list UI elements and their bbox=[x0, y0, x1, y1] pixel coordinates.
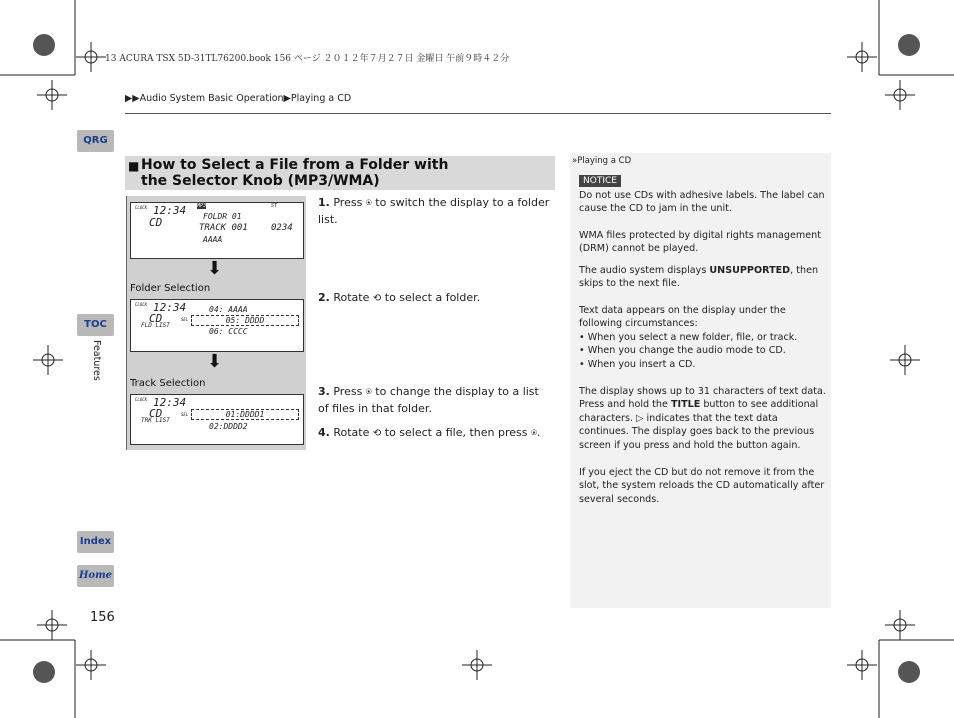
heading-line-1: How to Select a File from a Folder with bbox=[141, 157, 449, 173]
step-text: to select a file, then press bbox=[384, 426, 528, 439]
clock-label: CLOCK bbox=[135, 302, 148, 307]
step-text: to select a folder. bbox=[384, 291, 481, 304]
unsupported-keyword: UNSUPPORTED bbox=[709, 265, 791, 276]
note-text: button to see additional characters. bbox=[579, 399, 819, 424]
note-text: , then skips to the next file. bbox=[579, 265, 819, 290]
knob-press-icon: ⍟ bbox=[365, 198, 372, 209]
down-arrow-icon: ⬇ bbox=[207, 258, 223, 279]
sidebar-ref bbox=[572, 155, 820, 168]
mode-label: FLD LIST bbox=[141, 322, 170, 329]
drm-note: WMA files protected by digital rights management (DRM) cannot be played. bbox=[579, 230, 822, 255]
sidebar-ref-text[interactable]: Playing a CD bbox=[577, 156, 632, 166]
stereo-indicator: ST bbox=[271, 203, 278, 209]
clock-time: 12:34 bbox=[153, 301, 187, 314]
step-1 bbox=[318, 195, 558, 228]
step-3 bbox=[318, 384, 548, 417]
display-chars-note bbox=[579, 385, 827, 452]
step-text: Press bbox=[333, 385, 363, 398]
step-number: 4. bbox=[318, 426, 330, 439]
source-label: CD bbox=[149, 407, 163, 420]
knob-rotate-icon: ⟲ bbox=[372, 428, 382, 439]
step-text: Press bbox=[333, 196, 363, 209]
step-2 bbox=[318, 290, 558, 307]
print-header: 13 ACURA TSX 5D-31TL76200.book 156 ページ ２０１２年７月２７日 金曜日 午前９時４２分 bbox=[105, 54, 510, 64]
folder-selection-label: Folder Selection bbox=[130, 283, 211, 294]
folder-item: 06: CCCC bbox=[209, 327, 248, 336]
folder-item-selected: 05: DDDD bbox=[191, 315, 299, 326]
qrg-tab[interactable]: QRG bbox=[77, 130, 114, 152]
step-number: 3. bbox=[318, 385, 330, 398]
knob-press-icon: ⍟ bbox=[530, 428, 537, 439]
bullet-text: When you change the audio mode to CD. bbox=[587, 345, 786, 356]
index-tab[interactable]: Index bbox=[77, 531, 114, 553]
track-line: TRACK 001 bbox=[199, 223, 248, 233]
lcd-screen-playing bbox=[130, 202, 304, 259]
clock-time: 12:34 bbox=[153, 204, 187, 217]
display-figure bbox=[126, 196, 306, 450]
selector-knob-icon: SEL bbox=[181, 317, 189, 322]
down-arrow-icon: ⬇ bbox=[207, 351, 223, 372]
breadcrumb-arrows-icon: ▶▶ bbox=[125, 93, 140, 104]
knob-rotate-icon: ⟲ bbox=[372, 293, 382, 304]
bullet-item: • When you insert a CD. bbox=[579, 359, 696, 370]
step-4 bbox=[318, 425, 558, 442]
folder-line: FOLDR 01 bbox=[203, 212, 242, 221]
lcd-screen-folder-list bbox=[130, 299, 304, 352]
reference-icon: » bbox=[572, 156, 578, 166]
text-data-note: Text data appears on the display under the following circumstances: bbox=[579, 305, 786, 330]
section-heading bbox=[125, 156, 555, 190]
selector-knob-icon: SEL bbox=[181, 412, 189, 417]
breadcrumb-audio-system-link[interactable]: Audio System Basic Operation bbox=[139, 93, 284, 104]
bullet-item: • When you select a new folder, file, or track. bbox=[579, 332, 798, 343]
step-text: . bbox=[536, 426, 541, 439]
step-text: Rotate bbox=[333, 291, 370, 304]
clock-time: 12:34 bbox=[153, 396, 187, 409]
track-item: 02:DDDD2 bbox=[209, 422, 248, 431]
notice-badge: NOTICE bbox=[579, 175, 621, 187]
eject-note: If you eject the CD but do not remove it from the slot, the system reloads the CD automatically after several seconds. bbox=[579, 467, 825, 505]
page-number: 156 bbox=[90, 610, 115, 625]
folder-item: 04: AAAA bbox=[209, 305, 248, 314]
heading-marker-icon: ■ bbox=[128, 159, 140, 173]
bullet-text: When you select a new folder, file, or track. bbox=[587, 332, 798, 343]
continue-triangle-icon: ▷ bbox=[636, 412, 644, 424]
section-label: Features bbox=[91, 340, 102, 381]
time-counter: 0234 bbox=[271, 223, 293, 233]
title-line: AAAA bbox=[203, 235, 223, 244]
unsupported-note bbox=[579, 264, 827, 291]
source-label: CD bbox=[149, 216, 163, 229]
note-text: The audio system displays bbox=[579, 265, 710, 276]
sidebar-notes bbox=[570, 153, 831, 608]
mode-label: TRK LIST bbox=[141, 417, 170, 424]
toc-tab[interactable]: TOC bbox=[77, 314, 114, 336]
mp3-indicator: MP3 bbox=[197, 203, 207, 209]
track-selection-label: Track Selection bbox=[130, 378, 206, 389]
step-text: Rotate bbox=[333, 426, 370, 439]
heading-line-2: the Selector Knob (MP3/WMA) bbox=[141, 173, 380, 189]
note-text: indicates that the text data continues. The display goes back to the previous screen if you press and hold the button again. bbox=[579, 412, 815, 451]
step-text: to change the display to a list of files in that folder. bbox=[318, 385, 539, 415]
source-label: CD bbox=[149, 312, 163, 325]
title-keyword: TITLE bbox=[670, 399, 701, 411]
breadcrumb bbox=[125, 93, 351, 104]
header-divider bbox=[125, 113, 831, 114]
breadcrumb-playing-cd[interactable]: Playing a CD bbox=[290, 93, 352, 104]
knob-press-icon: ⍟ bbox=[365, 387, 372, 398]
bullet-text: When you insert a CD. bbox=[587, 359, 696, 370]
step-number: 1. bbox=[318, 196, 330, 209]
clock-label: CLOCK bbox=[135, 397, 148, 402]
step-text: to switch the display to a folder list. bbox=[318, 196, 550, 226]
bullet-item: • When you change the audio mode to CD. bbox=[579, 345, 786, 356]
lcd-screen-track-list bbox=[130, 394, 304, 445]
note-text: The display shows up to 31 characters of text data. Press and hold the bbox=[579, 386, 826, 411]
breadcrumb-separator-icon: ▶ bbox=[283, 93, 291, 104]
track-item-selected: 01:DDDD1 bbox=[191, 409, 299, 420]
clock-label: CLOCK bbox=[135, 205, 148, 210]
home-tab[interactable]: Home bbox=[77, 565, 114, 587]
step-number: 2. bbox=[318, 291, 330, 304]
notice-text: Do not use CDs with adhesive labels. The label can cause the CD to jam in the unit. bbox=[579, 190, 825, 215]
